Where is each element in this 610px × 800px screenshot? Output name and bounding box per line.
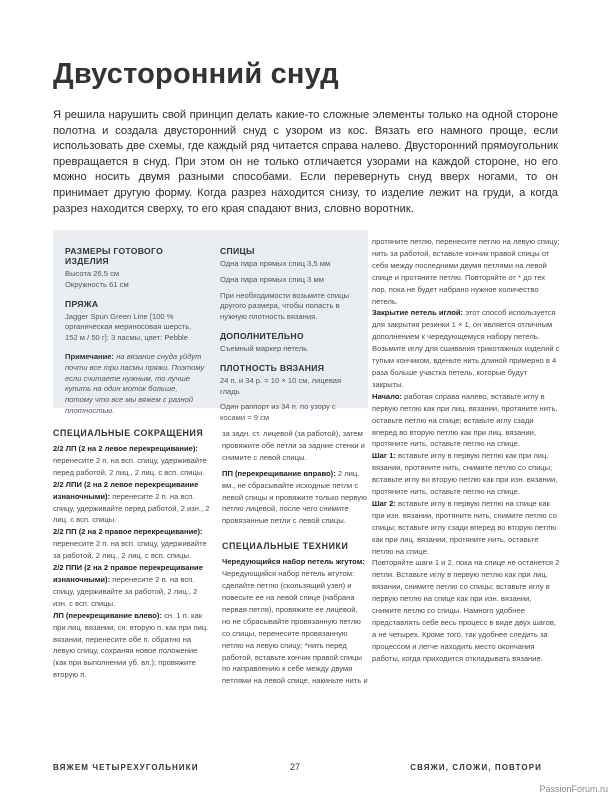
step-2-term: Шаг 2:: [372, 498, 396, 508]
abbr-continuation: за задн. ст. лицевой (за работой), затем провяжите обе петли за задние стенки и снимите с левой спицы.: [222, 429, 365, 462]
step-2-text: вставьте иглу в первую петлю на спице как при изн. вязании, протяните нить, снимите петлю со спицы; вставьте иглу сзади вперед во вторую петлю как при лиц. вязании, протяните нить, оставьте петлю на спице.: [372, 498, 557, 556]
abbr-text: перенесите 2 п. на всп. спицу, удерживайте за работой, 2 лиц., 2 лиц. с всп. спицы.: [53, 539, 207, 561]
sizes-height: Высота 26,5 см: [65, 269, 120, 278]
abbr-term: 2/2 ЛП (2 на 2 левое перекрещивание):: [53, 444, 198, 453]
sizes-circumference: Окружность 61 см: [65, 279, 129, 289]
abbr-item: [53, 479, 213, 527]
abbr-item: [53, 610, 213, 681]
gauge-line-2: Один раппорт из 34 п. по узору с косами = 9 см: [220, 402, 336, 423]
step-1-text: вставьте иглу в первую петлю как при лиц. вязании, протяните нить, снимите петлю со спицы; вставьте иглу во вторую петлю как при изн. вязании, протяните нить, оставьте петлю на спице.: [372, 451, 558, 497]
abbr-text: перенесите 2 п. на всп. спицу, удерживайте перед работой, 2 изн., 2 лиц. с всп. спицы.: [53, 491, 210, 525]
materials-column-right: [220, 246, 362, 424]
start-text: работая справа налево, вставьте иглу в первую петлю как при лиц. вязании, протяните нить, оставьте петлю на спице; вставьте иглу сзади вперед во вторую петлю как при лиц. вязании, протяните нить, оставьте петлю на спице.: [372, 391, 558, 449]
abbr-item: [222, 468, 368, 528]
abbr-item: [53, 443, 213, 479]
page-title: Двусторонний снуд: [53, 58, 339, 90]
sizes-heading: РАЗМЕРЫ ГОТОВОГО ИЗДЕЛИЯ: [65, 246, 164, 266]
start-term: Начало:: [372, 391, 403, 401]
abbr-item: [53, 562, 213, 610]
footer-book-title: СВЯЖИ, СЛОЖИ, ПОВТОРИ: [410, 763, 542, 772]
needles-line-2: Одна пара прямых спиц 3 мм: [220, 274, 324, 284]
bind-off-text: этот способ используется для закрытия резинки 1 × 1, он является отличным дополнением к чередующемуся набору петель. Возьмите иглу для сшивания трикотажных изделий с тупым кончиком, вденьте нить длиной примерно в 4 раза больше участка петель, которые будут закрыты.: [372, 308, 560, 389]
right-paragraph-1: протяните петлю, перенесите петлю на левую спицу; нить за работой, вставьте кончик правой спицы от себя между последними двумя петлями на левой спице и протяните петлю. Повторяйте от * до тех пор, пока не будет набрано нужное количество петель.: [372, 237, 560, 306]
note-paragraph: [65, 352, 205, 417]
abbr-term: 2/2 ПП (2 на 2 правое перекрещивание):: [53, 527, 203, 537]
step-1-term: Шаг 1:: [372, 451, 396, 461]
abbr-term: 2/2 ЛПИ (2 на 2 левое перекрещивание изнаночными):: [53, 479, 199, 501]
technique-item: [222, 556, 368, 687]
abbr-text: перенесите 2 п. на всп. спицу, удерживайте за работой, 2 лиц., 2 изн. с всп. спицы.: [53, 574, 198, 608]
materials-column-left: [65, 246, 205, 417]
needles-line-1: Одна пара прямых спиц 3,5 мм: [220, 259, 331, 268]
abbr-text: сн. 1 п. как при лиц. вязании, сн. вторую п. как при лиц. вязании, перенесите обе п. обратно на левую спицу, сохраняя новое положение (как при выполнении уб. вл.); провяжите вторую п.: [53, 610, 209, 680]
abbr-term: ПП (перекрещивание вправо):: [222, 468, 336, 478]
abbreviations-column: [53, 428, 213, 681]
extra-heading: ДОПОЛНИТЕЛЬНО: [220, 330, 304, 341]
technique-text: Чередующийся набор петель жгутом: сделайте петлю (скользящий узел) и повесьте ее на левой спице (набрана первая петля), провяжите ее лицевой, но не сбрасывайте провязанную петлю со спицы, перенесите провязанную петлю на левую спицу; *нить перед работой, вставьте кончик правой спицы по направлению к себе между двумя петлями на левой спице, накиньте нить и: [222, 569, 368, 686]
abbr-text: 2 лиц. вм., не сбрасывайте исходные петли с левой спицы и провяжите только первую петлю лицевой, после чего снимите провязанные петли с левой спицы.: [222, 468, 367, 526]
abbr-term: 2/2 ППИ (2 на 2 правое перекрещивание изнаночными):: [53, 563, 203, 584]
abbreviations-heading: СПЕЦИАЛЬНЫЕ СОКРАЩЕНИЯ: [53, 428, 204, 438]
abbr-term: ЛП (перекрещивание влево):: [53, 610, 162, 620]
note-text: на вязание снуда уйдут почти все три пасмы пряжи. Поэтому если считаете нужным, то лучше купить на один моток больше, потому что все мы вяжем с разной плотностью.: [65, 351, 205, 415]
intro-paragraph: Я решила нарушить свой принцип делать какие-то сложные элементы только на одной стороне полотна и создала двусторонний снуд с узором из кос. Вязать его намного проще, если использовать две схемы, где каждый ряд читается справа налево. Двусторонний прямоугольник превращается в снуд. При этом он не только отличается узорами на каждой стороне, но его можно носить двумя разными способами. Если перевернуть снуд вверх ногами, то он принимает другую форму. Когда разрез находится снизу, то изделие лежит на груди, а когда разрез находится сверху, то его края спадают вниз, словно воротник.: [53, 109, 558, 215]
extra-text: Съемный маркер петель: [220, 343, 308, 353]
footer-section-title: ВЯЖЕМ ЧЕТЫРЕХУГОЛЬНИКИ: [53, 763, 199, 772]
abbr-text: перенесите 2 п. на всп. спицу, удерживайте перед работой, 2 лиц., 2 лиц. с всп. спицы.: [53, 455, 207, 477]
right-column: [372, 236, 560, 665]
middle-column: [222, 428, 368, 687]
closing-paragraph: Повторяйте шаги 1 и 2, пока на спице не останется 2 петли. Вставьте иглу в первую петлю как при лиц. вязании, снимите петлю со спицы; вставьте иглу в первую петлю на спице как при изн. вязании, снимите петлю со спицы. Намного удобнее представлять себе весь процесс в виде двух шагов, а не четырех. Кроме того, так удобнее следить за процессом и легче находить место окончания работы, когда приходится откладывать вязание.: [372, 558, 560, 663]
gauge-heading: ПЛОТНОСТЬ ВЯЗАНИЯ: [220, 362, 325, 373]
gauge-line-1: 24 п. и 34 р. = 10 × 10 см, лицевая гладь: [220, 375, 342, 396]
yarn-heading: ПРЯЖА: [65, 298, 99, 309]
technique-term: Чередующийся набор петель жгутом:: [222, 557, 365, 567]
bind-off-term: Закрытие петель иглой:: [372, 308, 464, 318]
page-number: 27: [290, 762, 301, 772]
abbr-item: [53, 526, 213, 562]
step-2-paragraph: [372, 498, 560, 558]
watermark: PassionForum.ru: [539, 784, 608, 794]
note-label: Примечание:: [65, 351, 115, 361]
start-paragraph: [372, 391, 560, 451]
bind-off-paragraph: [372, 307, 560, 390]
needles-note: При необходимости возьмите спицы другого размера, чтобы попасть в нужную плотность вязания.: [220, 290, 349, 322]
techniques-heading: СПЕЦИАЛЬНЫЕ ТЕХНИКИ: [222, 541, 349, 552]
needles-heading: СПИЦЫ: [220, 246, 255, 256]
yarn-text: Jagger Spun Green Line [100 % органическая мериносовая шерсть, 152 м / 50 г]: 3 пасмы, цвет: Pebble: [65, 311, 192, 343]
step-1-paragraph: [372, 450, 560, 498]
